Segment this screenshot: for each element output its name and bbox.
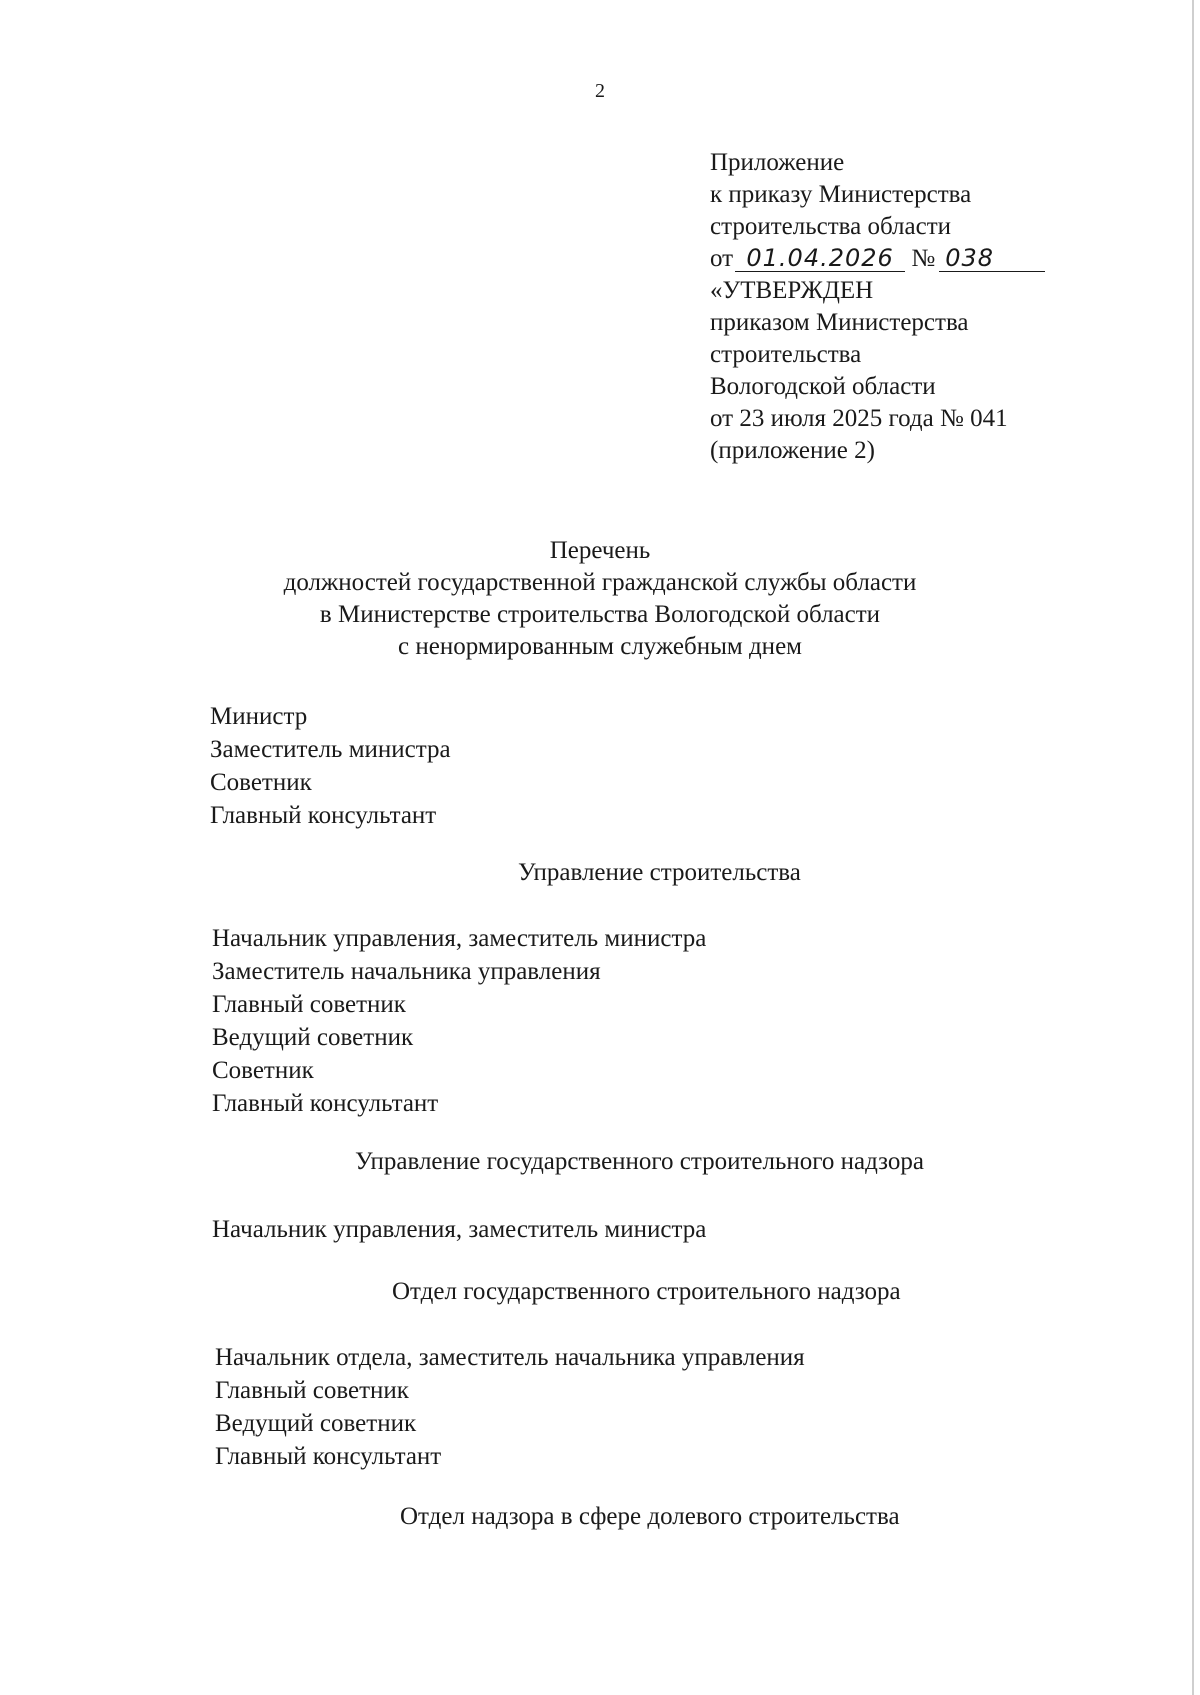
position-item: Главный консультант xyxy=(210,802,437,829)
position-list xyxy=(210,700,451,832)
page-number: 2 xyxy=(595,80,605,102)
position-list xyxy=(212,1213,706,1246)
title-line: Перечень xyxy=(549,537,651,564)
position-item: Советник xyxy=(212,1057,314,1084)
document-title xyxy=(0,535,1200,663)
title-line: в Министерстве строительства Вологодской области xyxy=(319,601,881,628)
approved-line: от 23 июля 2025 года № 041 xyxy=(710,405,1008,432)
handwritten-date: 01.04.2026 xyxy=(735,245,905,272)
position-item: Советник xyxy=(210,769,312,796)
appendix-block xyxy=(710,147,1130,467)
title-line: с ненормированным служебным днем xyxy=(398,633,802,660)
position-item: Министр xyxy=(210,703,308,730)
title-line: должностей государственной гражданской службы области xyxy=(283,569,917,596)
appendix-line: к приказу Министерства xyxy=(710,181,972,208)
position-item: Главный консультант xyxy=(215,1443,442,1470)
approved-line: (приложение 2) xyxy=(710,437,875,464)
appendix-date-line xyxy=(710,243,1130,275)
position-list xyxy=(215,1341,805,1473)
approved-line: приказом Министерства xyxy=(710,309,969,336)
handwritten-number: 038 xyxy=(939,245,1045,272)
position-item: Начальник управления, заместитель министра xyxy=(212,1216,707,1243)
appendix-line: строительства области xyxy=(710,213,952,240)
approved-line: строительства xyxy=(710,341,862,368)
position-item: Заместитель начальника управления xyxy=(212,958,601,985)
approved-line: Вологодской области xyxy=(710,373,936,400)
position-item: Заместитель министра xyxy=(210,736,451,763)
position-item: Ведущий советник xyxy=(215,1410,417,1437)
position-item: Главный консультант xyxy=(212,1090,439,1117)
date-prefix: от xyxy=(710,245,734,272)
section-heading: Управление строительства xyxy=(518,859,801,886)
section-heading: Управление государственного строительного надзора xyxy=(355,1148,924,1175)
position-list xyxy=(212,922,706,1120)
section-heading: Отдел государственного строительного надзора xyxy=(392,1278,901,1305)
position-item: Главный советник xyxy=(215,1377,409,1404)
position-item: Главный советник xyxy=(212,991,406,1018)
position-item: Начальник отдела, заместитель начальника управления xyxy=(215,1344,805,1371)
section-heading: Отдел надзора в сфере долевого строительства xyxy=(400,1503,900,1530)
position-item: Ведущий советник xyxy=(212,1024,414,1051)
appendix-line: Приложение xyxy=(710,149,845,176)
position-item: Начальник управления, заместитель министра xyxy=(212,925,707,952)
scan-edge xyxy=(1192,0,1194,1695)
number-sign: № xyxy=(911,245,936,272)
approved-line: «УТВЕРЖДЕН xyxy=(710,277,874,304)
